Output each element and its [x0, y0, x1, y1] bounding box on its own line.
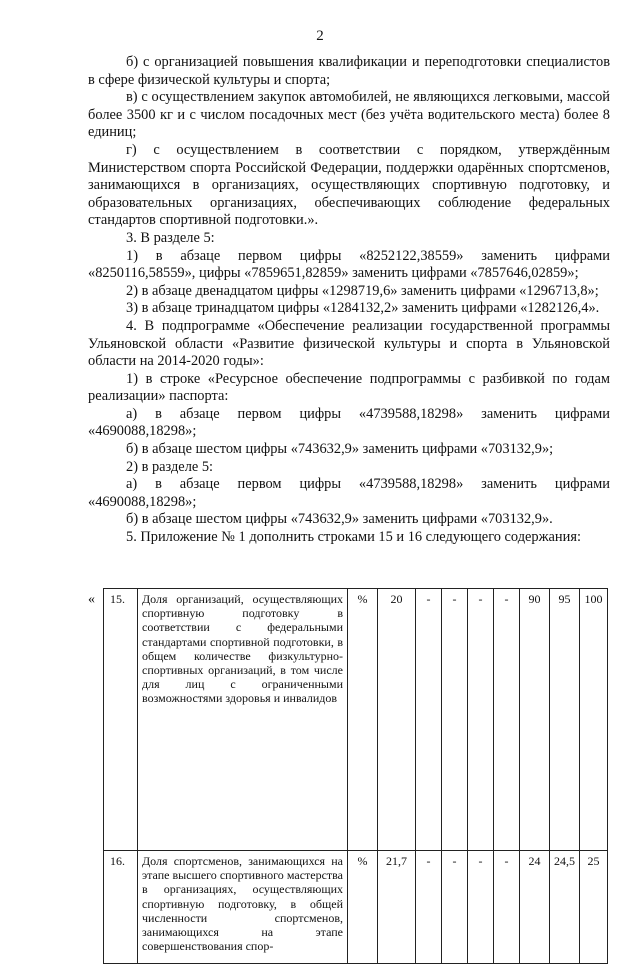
value-cell: 24,5	[550, 851, 580, 964]
unit-cell: %	[348, 589, 378, 851]
row-number: 16.	[104, 851, 138, 964]
value-cell: 95	[550, 589, 580, 851]
value-cell: -	[468, 589, 494, 851]
paragraph: 4. В подпрограмме «Обеспечение реализации государственной программы Ульяновской области «Развитие физической культуры и спорта в Ульяновской области на 2014-2020 годы»:	[88, 317, 610, 370]
table-row	[104, 851, 608, 964]
row-number: 15.	[104, 589, 138, 851]
paragraph: г) с осуществлением в соответствии с порядком, утверждённым Министерством спорта Российской Федерации, поддержки одарённых спортсменов, занимающихся в организациях, осуществляющих спортивную подготовку, и образовательных организациях, обеспечивающих соблюдение федеральных стандартов спортивной подготовки.».	[88, 141, 610, 229]
value-cell: -	[442, 851, 468, 964]
indicator-text: Доля спортсменов, занимающихся на этапе высшего спортивного мастерства в организациях, осуществляющих спортивную подготовку, в общей численности спортсменов, занимающихся на этапе совершенствования спор-	[142, 854, 343, 954]
paragraph: 1) в строке «Ресурсное обеспечение подпрограммы с разбивкой по годам реализации» паспорта:	[88, 370, 610, 405]
page-number: 2	[316, 28, 324, 44]
unit-cell: %	[348, 851, 378, 964]
value-cell: 21,7	[378, 851, 416, 964]
paragraph: 3) в абзаце тринадцатом цифры «1284132,2» заменить цифрами «1282126,4».	[126, 300, 600, 317]
value-cell: 25	[580, 851, 608, 964]
value-cell: 100	[580, 589, 608, 851]
value-cell: -	[416, 851, 442, 964]
value-cell: 90	[520, 589, 550, 851]
value-cell: 20	[378, 589, 416, 851]
indicator-name: Доля организаций, осуществляющих спортивную подготовку в соответствии с федеральными стандартами спортивной подготовки, в общем количестве физкультурно-спортивных организаций, в том числе для лиц с ограниченными возможностями здоровья и инвалидов	[138, 589, 348, 851]
annex-table	[103, 588, 608, 964]
indicator-name	[138, 851, 348, 964]
paragraph: 1) в абзаце первом цифры «8252122,38559» заменить цифрами «8250116,58559», цифры «7859651,82859» заменить цифрами «7857646,02859»;	[88, 247, 610, 282]
paragraph: б) с организацией повышения квалификации и переподготовки специалистов в сфере физической культуры и спорта;	[88, 54, 610, 88]
document-body	[88, 54, 610, 547]
paragraph: б) в абзаце шестом цифры «743632,9» заменить цифрами «703132,9»;	[126, 441, 554, 458]
value-cell: 24	[520, 851, 550, 964]
paragraph: 2) в абзаце двенадцатом цифры «1298719,6» заменить цифрами «1296713,8»;	[126, 282, 599, 299]
opening-quote-mark: «	[88, 592, 95, 607]
paragraph: 3. В разделе 5:	[126, 229, 215, 246]
paragraph: 5. Приложение № 1 дополнить строками 15 и 16 следующего содержания:	[126, 529, 581, 546]
paragraph: а) в абзаце первом цифры «4739588,18298» заменить цифрами «4690088,18298»;	[88, 405, 610, 440]
value-cell: -	[494, 589, 520, 851]
paragraph: а) в абзаце первом цифры «4739588,18298» заменить цифрами «4690088,18298»;	[88, 476, 610, 510]
paragraph: 2) в разделе 5:	[126, 458, 214, 475]
value-cell: -	[468, 851, 494, 964]
table-row	[104, 589, 608, 851]
value-cell: -	[494, 851, 520, 964]
paragraph: в) с осуществлением закупок автомобилей, не являющихся легковыми, массой более 3500 кг и с числом посадочных мест (без учёта водительского места) более 8 единиц;	[88, 89, 610, 141]
value-cell: -	[442, 589, 468, 851]
value-cell: -	[416, 589, 442, 851]
paragraph: б) в абзаце шестом цифры «743632,9» заменить цифрами «703132,9».	[126, 511, 553, 528]
